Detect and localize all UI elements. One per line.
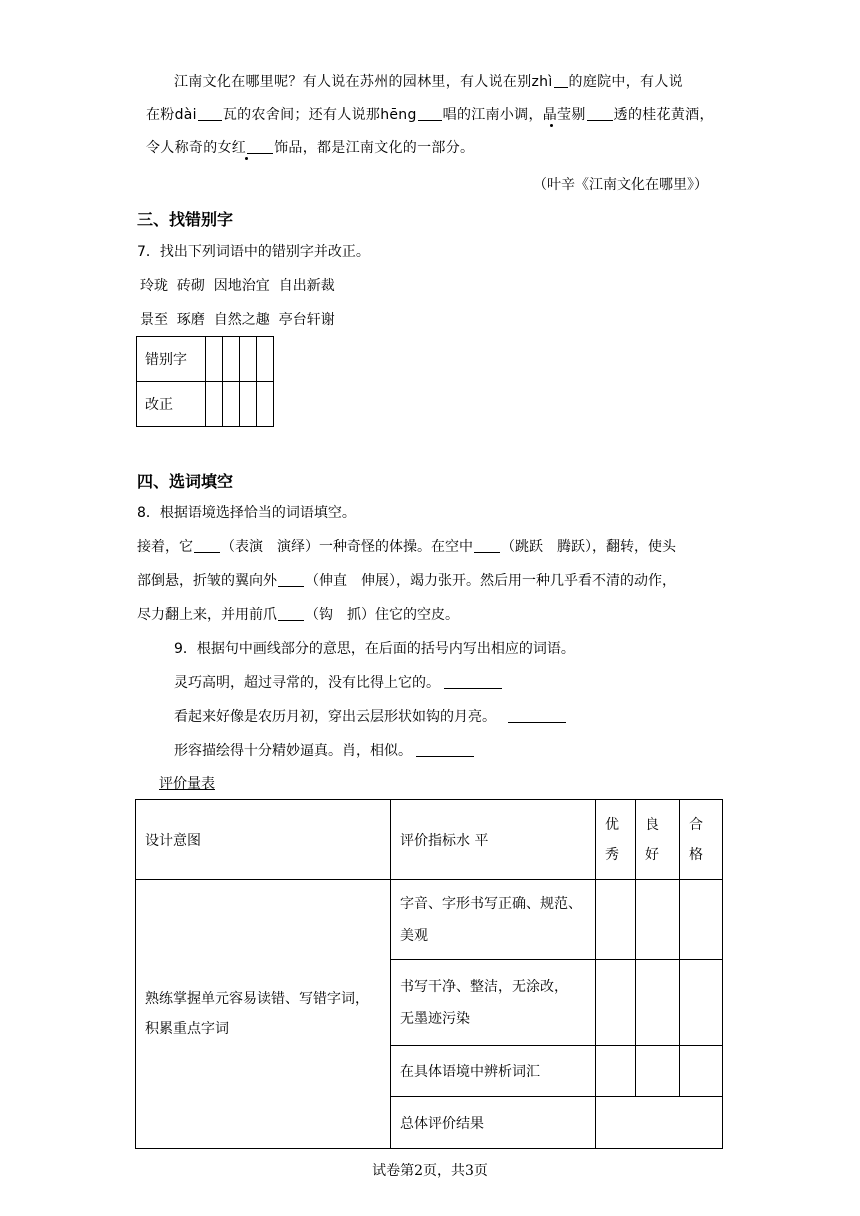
answer-cell[interactable] (206, 382, 223, 427)
answer-blank[interactable] (587, 106, 613, 121)
passage-text: 的庭院中，有人说 (568, 74, 683, 90)
row-label-correction: 改正 (137, 382, 206, 427)
q9-text: 灵巧高明，超过寻常的，没有比得上它的。 (174, 675, 440, 691)
page-footer: 试卷第2页，共3页 (372, 1163, 488, 1179)
rating-cell[interactable] (596, 960, 636, 1046)
word-list-1: 玲珑 砖砌 因地治宜 自出新裁 (140, 278, 335, 294)
section-title: 四、选词填空 (137, 472, 234, 491)
passage-text: 在粉 (146, 107, 175, 123)
passage-line-3 (146, 138, 474, 158)
header-text: 优 (605, 816, 619, 833)
q8-line-3 (137, 605, 459, 625)
rating-cell[interactable] (680, 960, 723, 1046)
rating-cell[interactable] (636, 880, 680, 960)
section-title: 三、找错别字 (137, 210, 234, 229)
passage-text: 令人称奇的女红 (146, 140, 247, 156)
answer-cell[interactable] (240, 382, 257, 427)
passage-line-1 (174, 72, 683, 92)
q8-line-2 (137, 571, 676, 591)
pinyin: zhì (531, 74, 553, 90)
answer-blank[interactable] (278, 606, 304, 621)
row-label-typo: 错别字 (137, 337, 206, 382)
question-8: 8．根据语境选择恰当的词语填空。 (137, 505, 356, 521)
q8-line-1 (137, 537, 676, 557)
header-excellent (596, 800, 636, 880)
question-7: 7．找出下列词语中的错别字并改正。 (137, 244, 370, 260)
rating-cell[interactable] (680, 1046, 723, 1097)
header-index: 评价指标水 平 (391, 800, 596, 880)
answer-blank[interactable] (508, 708, 566, 723)
q8-text: （跳跃 腾跃），翻转，使头 (501, 539, 676, 555)
q9-sentence-2 (174, 707, 567, 727)
passage-source: （叶辛《江南文化在哪里》） (533, 177, 708, 193)
passage-text: 江南文化在哪里呢？有人说在苏州的园林里，有人说在别 (174, 74, 532, 90)
passage-text: 饰品，都是江南文化的一部分。 (274, 140, 475, 156)
answer-blank[interactable] (418, 106, 442, 121)
design-intent-cell (136, 880, 391, 1149)
header-good (636, 800, 680, 880)
intent-text: 积累重点字词 (145, 1021, 229, 1037)
criterion-text: 美观 (400, 927, 428, 944)
answer-blank[interactable] (194, 538, 220, 553)
typo-table (136, 336, 274, 427)
answer-blank[interactable] (247, 139, 273, 154)
overall-result-cell[interactable] (596, 1097, 723, 1149)
header-intent: 设计意图 (136, 800, 391, 880)
q9-text: 形容描绘得十分精妙逼真。肖，相似。 (174, 743, 412, 759)
q8-text: （表演 演绎）一种奇怪的体操。在空中 (221, 539, 473, 555)
answer-cell[interactable] (223, 382, 240, 427)
answer-cell[interactable] (240, 337, 257, 382)
criterion-text: 无墨迹污染 (400, 1010, 470, 1027)
passage-text: 透的桂花黄酒， (613, 107, 714, 123)
q8-text: 尽力翻上来，并用前爪 (137, 607, 277, 623)
answer-blank[interactable] (416, 742, 474, 757)
rating-cell[interactable] (636, 1046, 680, 1097)
question-9: 9．根据句中画线部分的意思，在后面的括号内写出相应的词语。 (174, 641, 575, 657)
header-text: 好 (645, 846, 659, 863)
passage-line-2 (146, 105, 714, 125)
answer-blank[interactable] (278, 572, 304, 587)
criterion-cell: 在具体语境中辨析词汇 (391, 1046, 596, 1097)
answer-cell[interactable] (257, 382, 274, 427)
header-text: 秀 (605, 846, 619, 863)
rating-cell[interactable] (636, 960, 680, 1046)
rubric-table (135, 799, 723, 1149)
q8-text: 部倒悬，折皱的翼向外 (137, 573, 277, 589)
q9-text: 看起来好像是农历月初，穿出云层形状如钩的月亮。 (174, 709, 496, 725)
header-text: 合 (689, 816, 703, 833)
intent-text: 熟练掌握单元容易读错、写错字词， (145, 991, 369, 1007)
answer-cell[interactable] (206, 337, 223, 382)
rating-cell[interactable] (596, 1046, 636, 1097)
criterion-cell (391, 880, 596, 960)
pinyin: dài (174, 107, 197, 123)
word-list-2: 景至 琢磨 自然之趣 亭台轩谢 (140, 312, 335, 328)
criterion-text: 字音、字形书写正确、规范、 (400, 895, 582, 912)
rating-cell[interactable] (680, 880, 723, 960)
passage-text: 唱的江南小调，晶莹剔 (442, 107, 586, 123)
criterion-cell (391, 960, 596, 1046)
passage-text: 瓦的农舍间；还有人说那 (222, 107, 381, 123)
answer-cell[interactable] (257, 337, 274, 382)
q8-text: （伸直 伸展），竭力张开。然后用一种几乎看不清的动作， (305, 573, 676, 589)
answer-blank[interactable] (474, 538, 500, 553)
answer-blank[interactable] (554, 73, 568, 88)
header-pass (680, 800, 723, 880)
header-text: 良 (645, 816, 659, 833)
criterion-text: 书写干净、整洁，无涂改， (400, 978, 568, 995)
q9-sentence-1 (174, 673, 503, 693)
answer-blank[interactable] (198, 106, 222, 121)
pinyin: hēng (380, 107, 417, 123)
overall-result-label: 总体评价结果 (391, 1097, 596, 1149)
rubric-title: 评价量表 (159, 776, 215, 792)
rating-cell[interactable] (596, 880, 636, 960)
q8-text: （钩 抓）住它的空皮。 (305, 607, 459, 623)
header-text: 格 (689, 846, 703, 863)
q8-text: 接着，它 (137, 539, 193, 555)
answer-cell[interactable] (223, 337, 240, 382)
q9-sentence-3 (174, 741, 475, 761)
answer-blank[interactable] (444, 674, 502, 689)
